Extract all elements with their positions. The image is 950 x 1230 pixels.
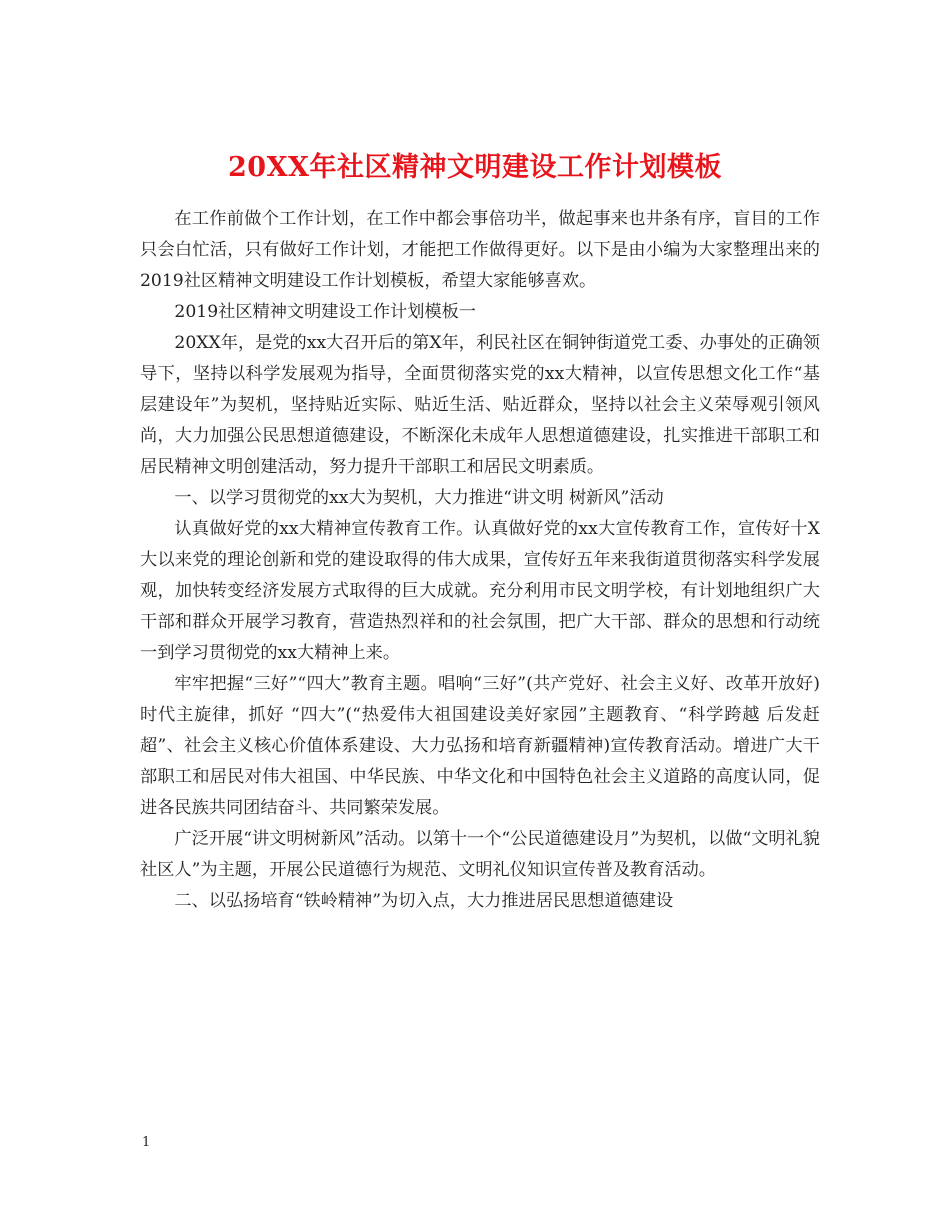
document-title: 20XX年社区精神文明建设工作计划模板 (228, 152, 722, 184)
page-number: 1 (142, 1135, 151, 1150)
paragraph-overview: 20XX年，是党的xx大召开后的第X年，利民社区在铜钟街道党工委、办事处的正确领导下，坚持以科学发展观为指导，全面贯彻落实党的xx大精神，以宣传思想文化工作“基层建设年”为契机，坚持贴近实际、贴近生活、贴近群众，坚持以社会主义荣辱观引领风尚，大力加强公民思想道德建设，不断深化未成年人思想道德建设，扎实推进干部职工和居民精神文明创建活动，努力提升干部职工和居民文明素质。 (140, 333, 820, 477)
paragraph-civility-campaign: 广泛开展“讲文明树新风”活动。以第十一个“公民道德建设月”为契机，以做“文明礼貌社区人”为主题，开展公民道德行为规范、文明礼仪知识宣传普及教育活动。 (140, 829, 820, 880)
paragraph-section-two-heading: 二、以弘扬培育“铁岭精神”为切入点，大力推进居民思想道德建设 (174, 891, 674, 911)
paragraph-section-one-heading: 一、以学习贯彻党的xx大为契机，大力推进“讲文明 树新风”活动 (174, 488, 664, 508)
paragraph-template-heading: 2019社区精神文明建设工作计划模板一 (174, 302, 476, 322)
paragraph-propaganda-education: 认真做好党的xx大精神宣传教育工作。认真做好党的xx大宣传教育工作，宣传好十X大以来党的理论创新和党的建设取得的伟大成果，宣传好五年来我街道贯彻落实科学发展观，加快转变经济发展方式取得的巨大成就。充分利用市民文明学校，有计划地组织广大干部和群众开展学习教育，营造热烈祥和的社会氛围，把广大干部、群众的思想和行动统一到学习贯彻党的xx大精神上来。 (140, 519, 820, 663)
paragraph-intro: 在工作前做个工作计划，在工作中都会事倍功半，做起事来也井条有序，盲目的工作只会白忙活，只有做好工作计划，才能把工作做得更好。以下是由小编为大家整理出来的2019社区精神文明建设工作计划模板，希望大家能够喜欢。 (140, 209, 820, 291)
paragraph-education-themes: 牢牢把握“三好”“四大”教育主题。唱响“三好”(共产党好、社会主义好、改革开放好)时代主旋律，抓好 “四大”(“热爱伟大祖国建设美好家园”主题教育、“科学跨越 后发赶超”、社会主义核心价值体系建设、大力弘扬和培育新疆精神)宣传教育活动。增进广大干部职工和居民对伟大祖国、中华民族、中华文化和中国特色社会主义道路的高度认同，促进各民族共同团结奋斗、共同繁荣发展。 (140, 674, 820, 818)
document-body (140, 204, 820, 917)
